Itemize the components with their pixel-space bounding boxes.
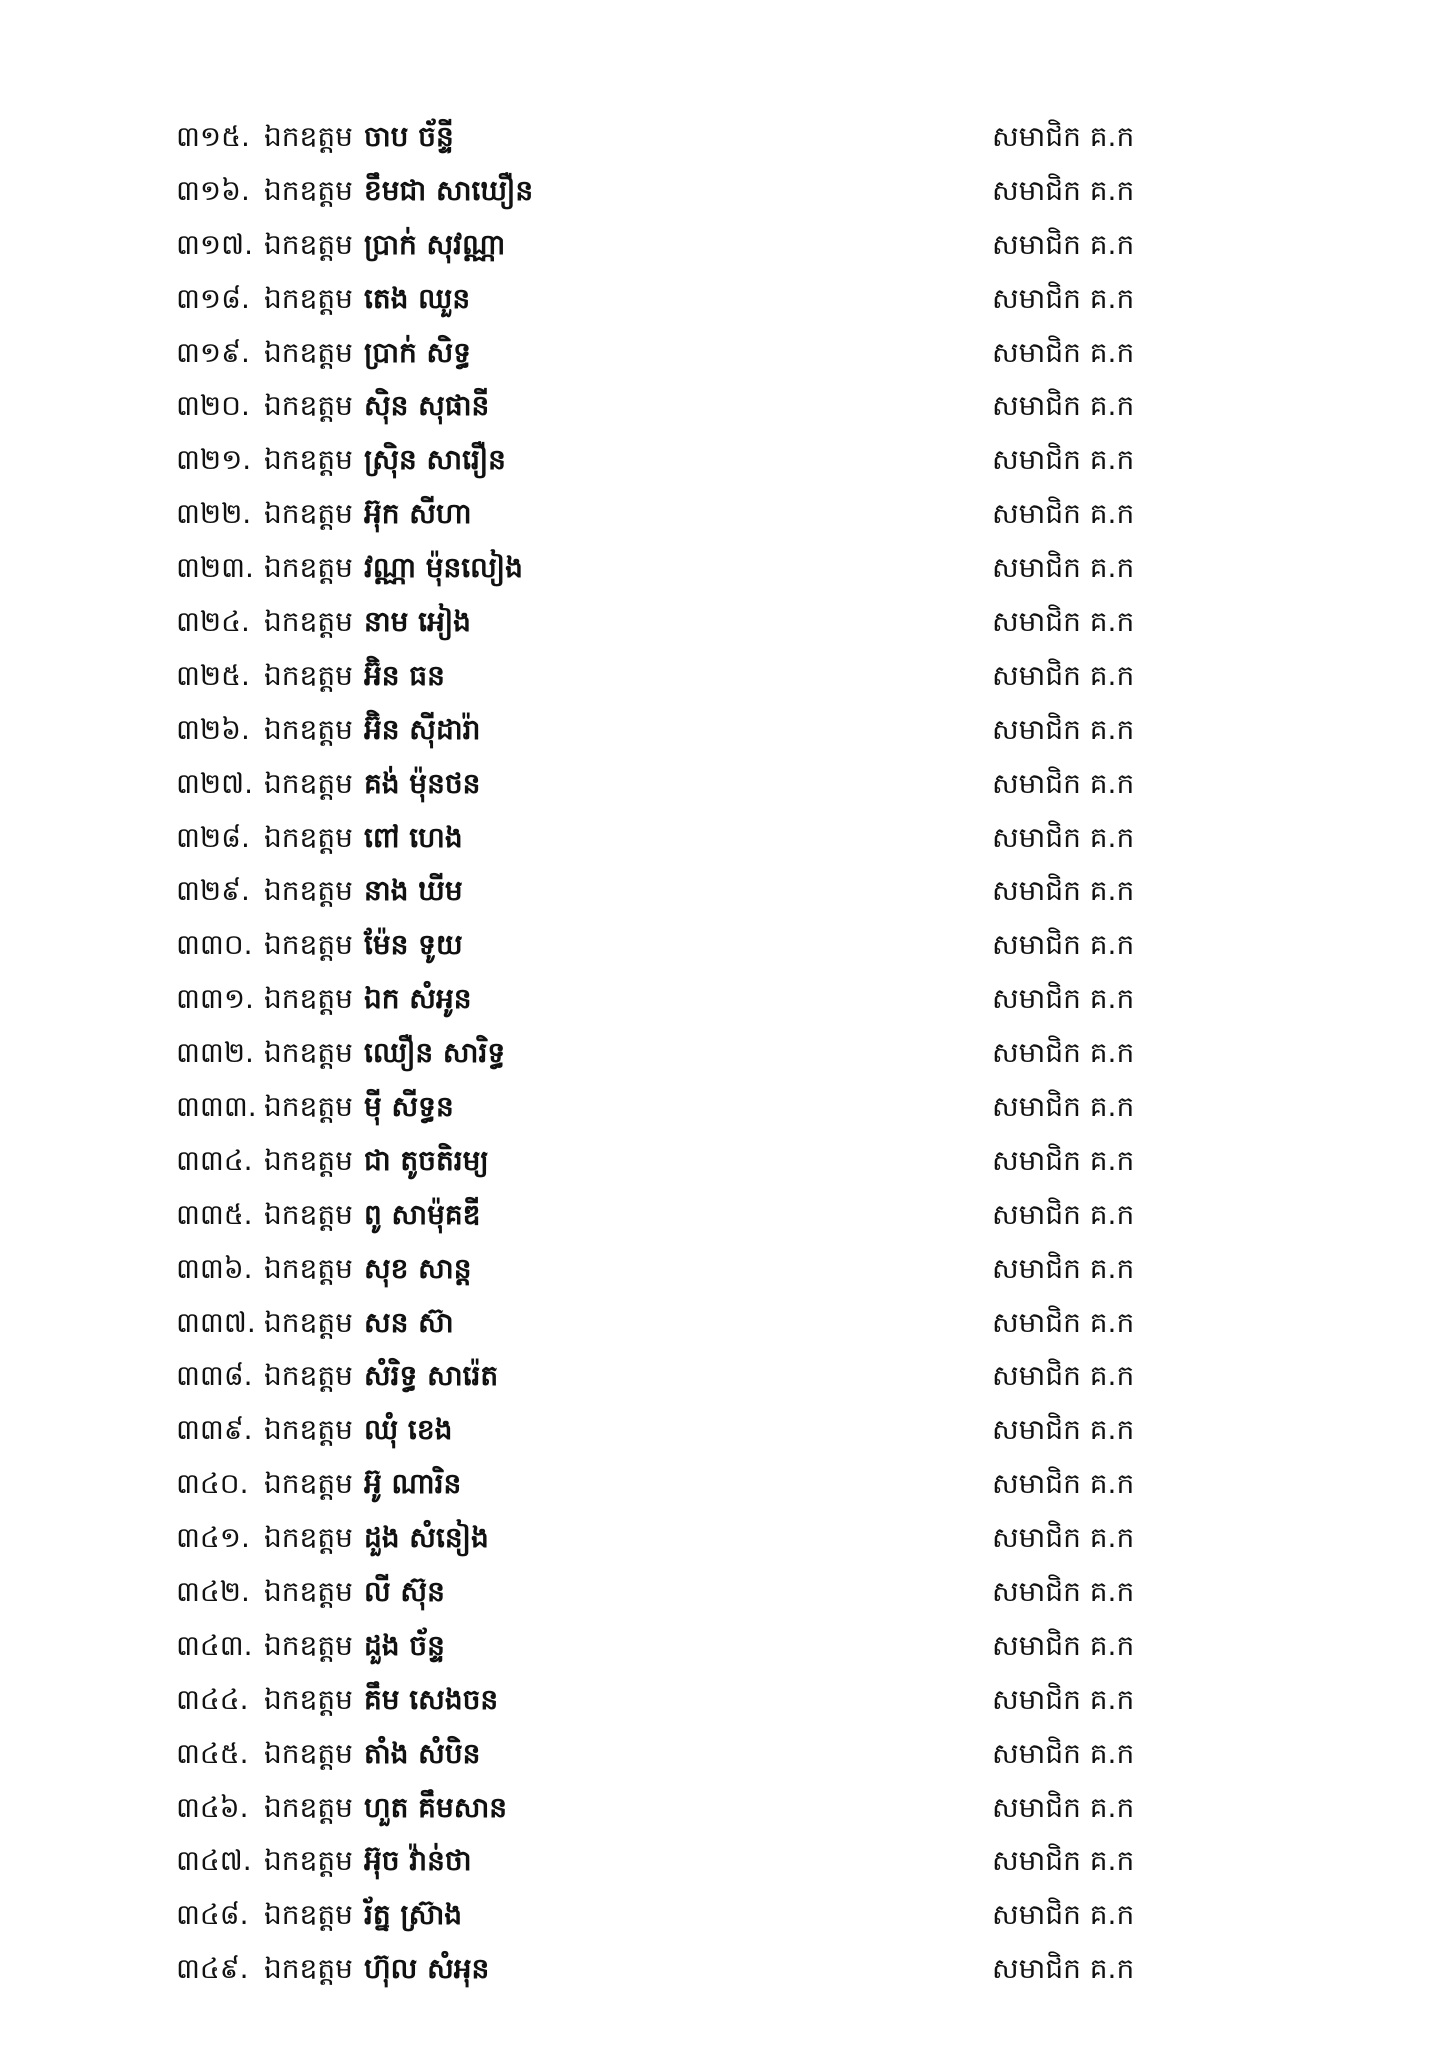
item-role: សមាជិក គ.ក [992,227,1135,261]
item-name: ឯក សំអូន [364,982,472,1016]
item-number: ៣៣៦. [176,1251,253,1285]
list-item [176,595,1176,649]
list-item [176,972,1176,1026]
list-item [176,379,1176,433]
item-number: ៣១៩. [176,335,250,369]
list-item [176,1457,1176,1511]
item-name: ស៊ិន សុផានី [364,389,490,423]
item-number: ៣៤១. [176,1521,250,1555]
item-title: ឯកឧត្តម [264,1898,353,1932]
list-item [176,1727,1176,1781]
item-title: ឯកឧត្តម [264,173,353,207]
list-item [176,1565,1176,1619]
item-title: ឯកឧត្តម [264,1736,353,1770]
list-item [176,1349,1176,1403]
item-title: ឯកឧត្តម [264,1682,353,1716]
item-number: ៣៤០. [176,1467,249,1501]
item-role: សមាជិក គ.ក [992,173,1135,207]
item-name: ខឹមជា សាឃឿន [364,173,534,207]
member-list [176,110,1176,1996]
list-item [176,1134,1176,1188]
item-name: អ៊ុច វ៉ាន់ថា [364,1844,472,1878]
item-title: ឯកឧត្តម [264,443,353,477]
list-item [176,864,1176,918]
list-item [176,541,1176,595]
item-number: ៣៣៤. [176,1143,253,1177]
item-role: សមាជិក គ.ក [992,604,1135,638]
item-name: វណ្ណា ម៉ុនលៀង [364,551,523,585]
list-item [176,164,1176,218]
item-name: ជា តូចតិរម្យ [364,1143,489,1177]
item-role: សមាជិក គ.ក [992,1305,1135,1339]
item-name: អ៊ិន ស៊ីដារ៉ា [364,712,481,746]
item-number: ៣២៩. [176,874,250,908]
item-title: ឯកឧត្តម [264,982,353,1016]
item-role: សមាជិក គ.ក [992,1952,1135,1986]
item-title: ឯកឧត្តម [264,1036,353,1070]
item-number: ៣២២. [176,497,252,531]
item-number: ៣១៧. [176,227,253,261]
item-name: ម៉ី សីទ្ធន [364,1089,454,1123]
item-number: ៣១៨. [176,281,250,315]
item-title: ឯកឧត្តម [264,874,353,908]
item-number: ៣៣៨. [176,1359,253,1393]
item-name: តាំង សំបិន [364,1736,481,1770]
list-item [176,703,1176,757]
item-title: ឯកឧត្តម [264,119,353,153]
item-name: សុខ សាន្ត [364,1251,472,1285]
item-number: ៣២៤. [176,604,250,638]
list-item [176,1242,1176,1296]
item-number: ៣៣០. [176,928,253,962]
list-item [176,1835,1176,1889]
item-role: សមាជិក គ.ក [992,1467,1135,1501]
item-number: ៣២១. [176,443,252,477]
item-role: សមាជិក គ.ក [992,443,1135,477]
list-item [176,487,1176,541]
item-title: ឯកឧត្តម [264,497,353,531]
item-number: ៣២៧. [176,766,253,800]
item-name: គង់ ម៉ុនថន [364,766,481,800]
list-item [176,110,1176,164]
item-title: ឯកឧត្តម [264,281,353,315]
item-role: សមាជិក គ.ក [992,712,1135,746]
item-number: ៣៤៧. [176,1844,252,1878]
item-title: ឯកឧត្តម [264,1143,353,1177]
item-role: សមាជិក គ.ក [992,389,1135,423]
item-number: ៣៤៣. [176,1628,253,1662]
item-name: អ៊ិន ធន [364,658,445,692]
item-number: ៣១៦. [176,173,250,207]
list-item [176,1080,1176,1134]
item-role: សមាជិក គ.ក [992,1898,1135,1932]
item-role: សមាជិក គ.ក [992,551,1135,585]
list-item [176,326,1176,380]
list-item [176,1673,1176,1727]
item-title: ឯកឧត្តម [264,1197,353,1231]
item-number: ៣៤៥. [176,1736,249,1770]
item-number: ៣៣១. [176,982,254,1016]
list-item [176,1296,1176,1350]
item-name: រ័ត្ន ស្រ៊ាង [364,1898,463,1932]
item-name: សំរិទ្ធ សារ៉េត [364,1359,499,1393]
item-role: សមាជិក គ.ក [992,1143,1135,1177]
item-title: ឯកឧត្តម [264,1628,353,1662]
list-item [176,1026,1176,1080]
item-name: ប្រាក់ សុវណ្ណា [364,227,506,261]
item-number: ៣២០. [176,389,250,423]
item-role: សមាជិក គ.ក [992,928,1135,962]
list-item [176,218,1176,272]
item-role: សមាជិក គ.ក [992,335,1135,369]
item-title: ឯកឧត្តម [264,551,353,585]
item-role: សមាជិក គ.ក [992,1682,1135,1716]
item-role: សមាជិក គ.ក [992,1251,1135,1285]
item-title: ឯកឧត្តម [264,712,353,746]
item-role: សមាជិក គ.ក [992,1736,1135,1770]
item-role: សមាជិក គ.ក [992,1197,1135,1231]
item-role: សមាជិក គ.ក [992,820,1135,854]
list-item [176,649,1176,703]
item-name: ដួង សំនៀង [364,1521,489,1555]
item-title: ឯកឧត្តម [264,604,353,638]
list-item [176,1942,1176,1996]
item-title: ឯកឧត្តម [264,1359,353,1393]
item-role: សមាជិក គ.ក [992,1359,1135,1393]
item-role: សមាជិក គ.ក [992,281,1135,315]
item-role: សមាជិក គ.ក [992,766,1135,800]
item-role: សមាជិក គ.ក [992,1790,1135,1824]
item-role: សមាជិក គ.ក [992,1036,1135,1070]
list-item [176,1619,1176,1673]
item-name: ពូ សាម៉ុគឌី [364,1197,481,1231]
item-number: ៣៣៣. [176,1089,257,1123]
item-name: អ៊ុក សីហា [364,497,472,531]
list-item [176,757,1176,811]
item-role: សមាជិក គ.ក [992,119,1135,153]
item-number: ៣៤២. [176,1574,250,1608]
item-name: នាង ឃីម [364,874,463,908]
item-number: ៣៣៩. [176,1413,253,1447]
item-number: ៣២៨. [176,820,250,854]
item-title: ឯកឧត្តម [264,1305,353,1339]
item-name: ហ៊ុល សំអុន [364,1952,490,1986]
item-number: ៣៣២. [176,1036,254,1070]
item-number: ៣៤៨. [176,1898,249,1932]
item-name: ប្រាក់ សិទ្ធ [364,335,471,369]
item-title: ឯកឧត្តម [264,766,353,800]
item-name: ពៅ ហេង [364,820,463,854]
item-title: ឯកឧត្តម [264,227,353,261]
item-role: សមាជិក គ.ក [992,1628,1135,1662]
item-number: ៣២៣. [176,551,254,585]
item-number: ៣៤៦. [176,1790,249,1824]
item-title: ឯកឧត្តម [264,389,353,423]
item-number: ៣៣៧. [176,1305,256,1339]
item-title: ឯកឧត្តម [264,1467,353,1501]
item-role: សមាជិក គ.ក [992,497,1135,531]
item-name: ឈុំ ខេង [364,1413,453,1447]
item-title: ឯកឧត្តម [264,1844,353,1878]
item-number: ៣១៥. [176,119,250,153]
item-name: លី ស៊ុន [364,1574,445,1608]
item-role: សមាជិក គ.ក [992,658,1135,692]
item-role: សមាជិក គ.ក [992,1574,1135,1608]
list-item [176,433,1176,487]
item-name: នាម អៀង [364,604,471,638]
list-item [176,1511,1176,1565]
item-title: ឯកឧត្តម [264,1413,353,1447]
item-title: ឯកឧត្តម [264,658,353,692]
item-number: ៣៤៩. [176,1952,249,1986]
list-item [176,272,1176,326]
list-item [176,1888,1176,1942]
item-number: ៣២៦. [176,712,250,746]
item-name: ចាប ច័ន្ទី [364,119,454,153]
item-title: ឯកឧត្តម [264,1574,353,1608]
item-role: សមាជិក គ.ក [992,982,1135,1016]
item-name: ហួត គឹមសាន [364,1790,508,1824]
item-title: ឯកឧត្តម [264,1251,353,1285]
item-name: ឈឿន សារិទ្ធ [364,1036,506,1070]
item-name: តេង ឈួន [364,281,471,315]
item-name: ម៉ែន ទូយ [364,928,463,962]
item-role: សមាជិក គ.ក [992,1413,1135,1447]
list-item [176,811,1176,865]
list-item [176,1188,1176,1242]
list-item [176,918,1176,972]
item-role: សមាជិក គ.ក [992,1844,1135,1878]
list-item [176,1403,1176,1457]
item-title: ឯកឧត្តម [264,1790,353,1824]
list-item [176,1781,1176,1835]
item-title: ឯកឧត្តម [264,335,353,369]
item-name: គឹម សេងចន [364,1682,499,1716]
item-title: ឯកឧត្តម [264,820,353,854]
item-title: ឯកឧត្តម [264,928,353,962]
item-name: ស្រ៊ិន សារឿន [364,443,506,477]
item-name: អ៊ូ ណារិន [364,1467,462,1501]
item-role: សមាជិក គ.ក [992,1089,1135,1123]
item-role: សមាជិក គ.ក [992,1521,1135,1555]
item-name: ដួង ច័ន្ទ [364,1628,445,1662]
item-number: ៣៣៥. [176,1197,253,1231]
item-title: ឯកឧត្តម [264,1521,353,1555]
item-number: ៣២៥. [176,658,250,692]
item-name: សន ស៊ា [364,1305,454,1339]
item-role: សមាជិក គ.ក [992,874,1135,908]
item-title: ឯកឧត្តម [264,1952,353,1986]
item-number: ៣៤៤. [176,1682,249,1716]
item-title: ឯកឧត្តម [264,1089,353,1123]
